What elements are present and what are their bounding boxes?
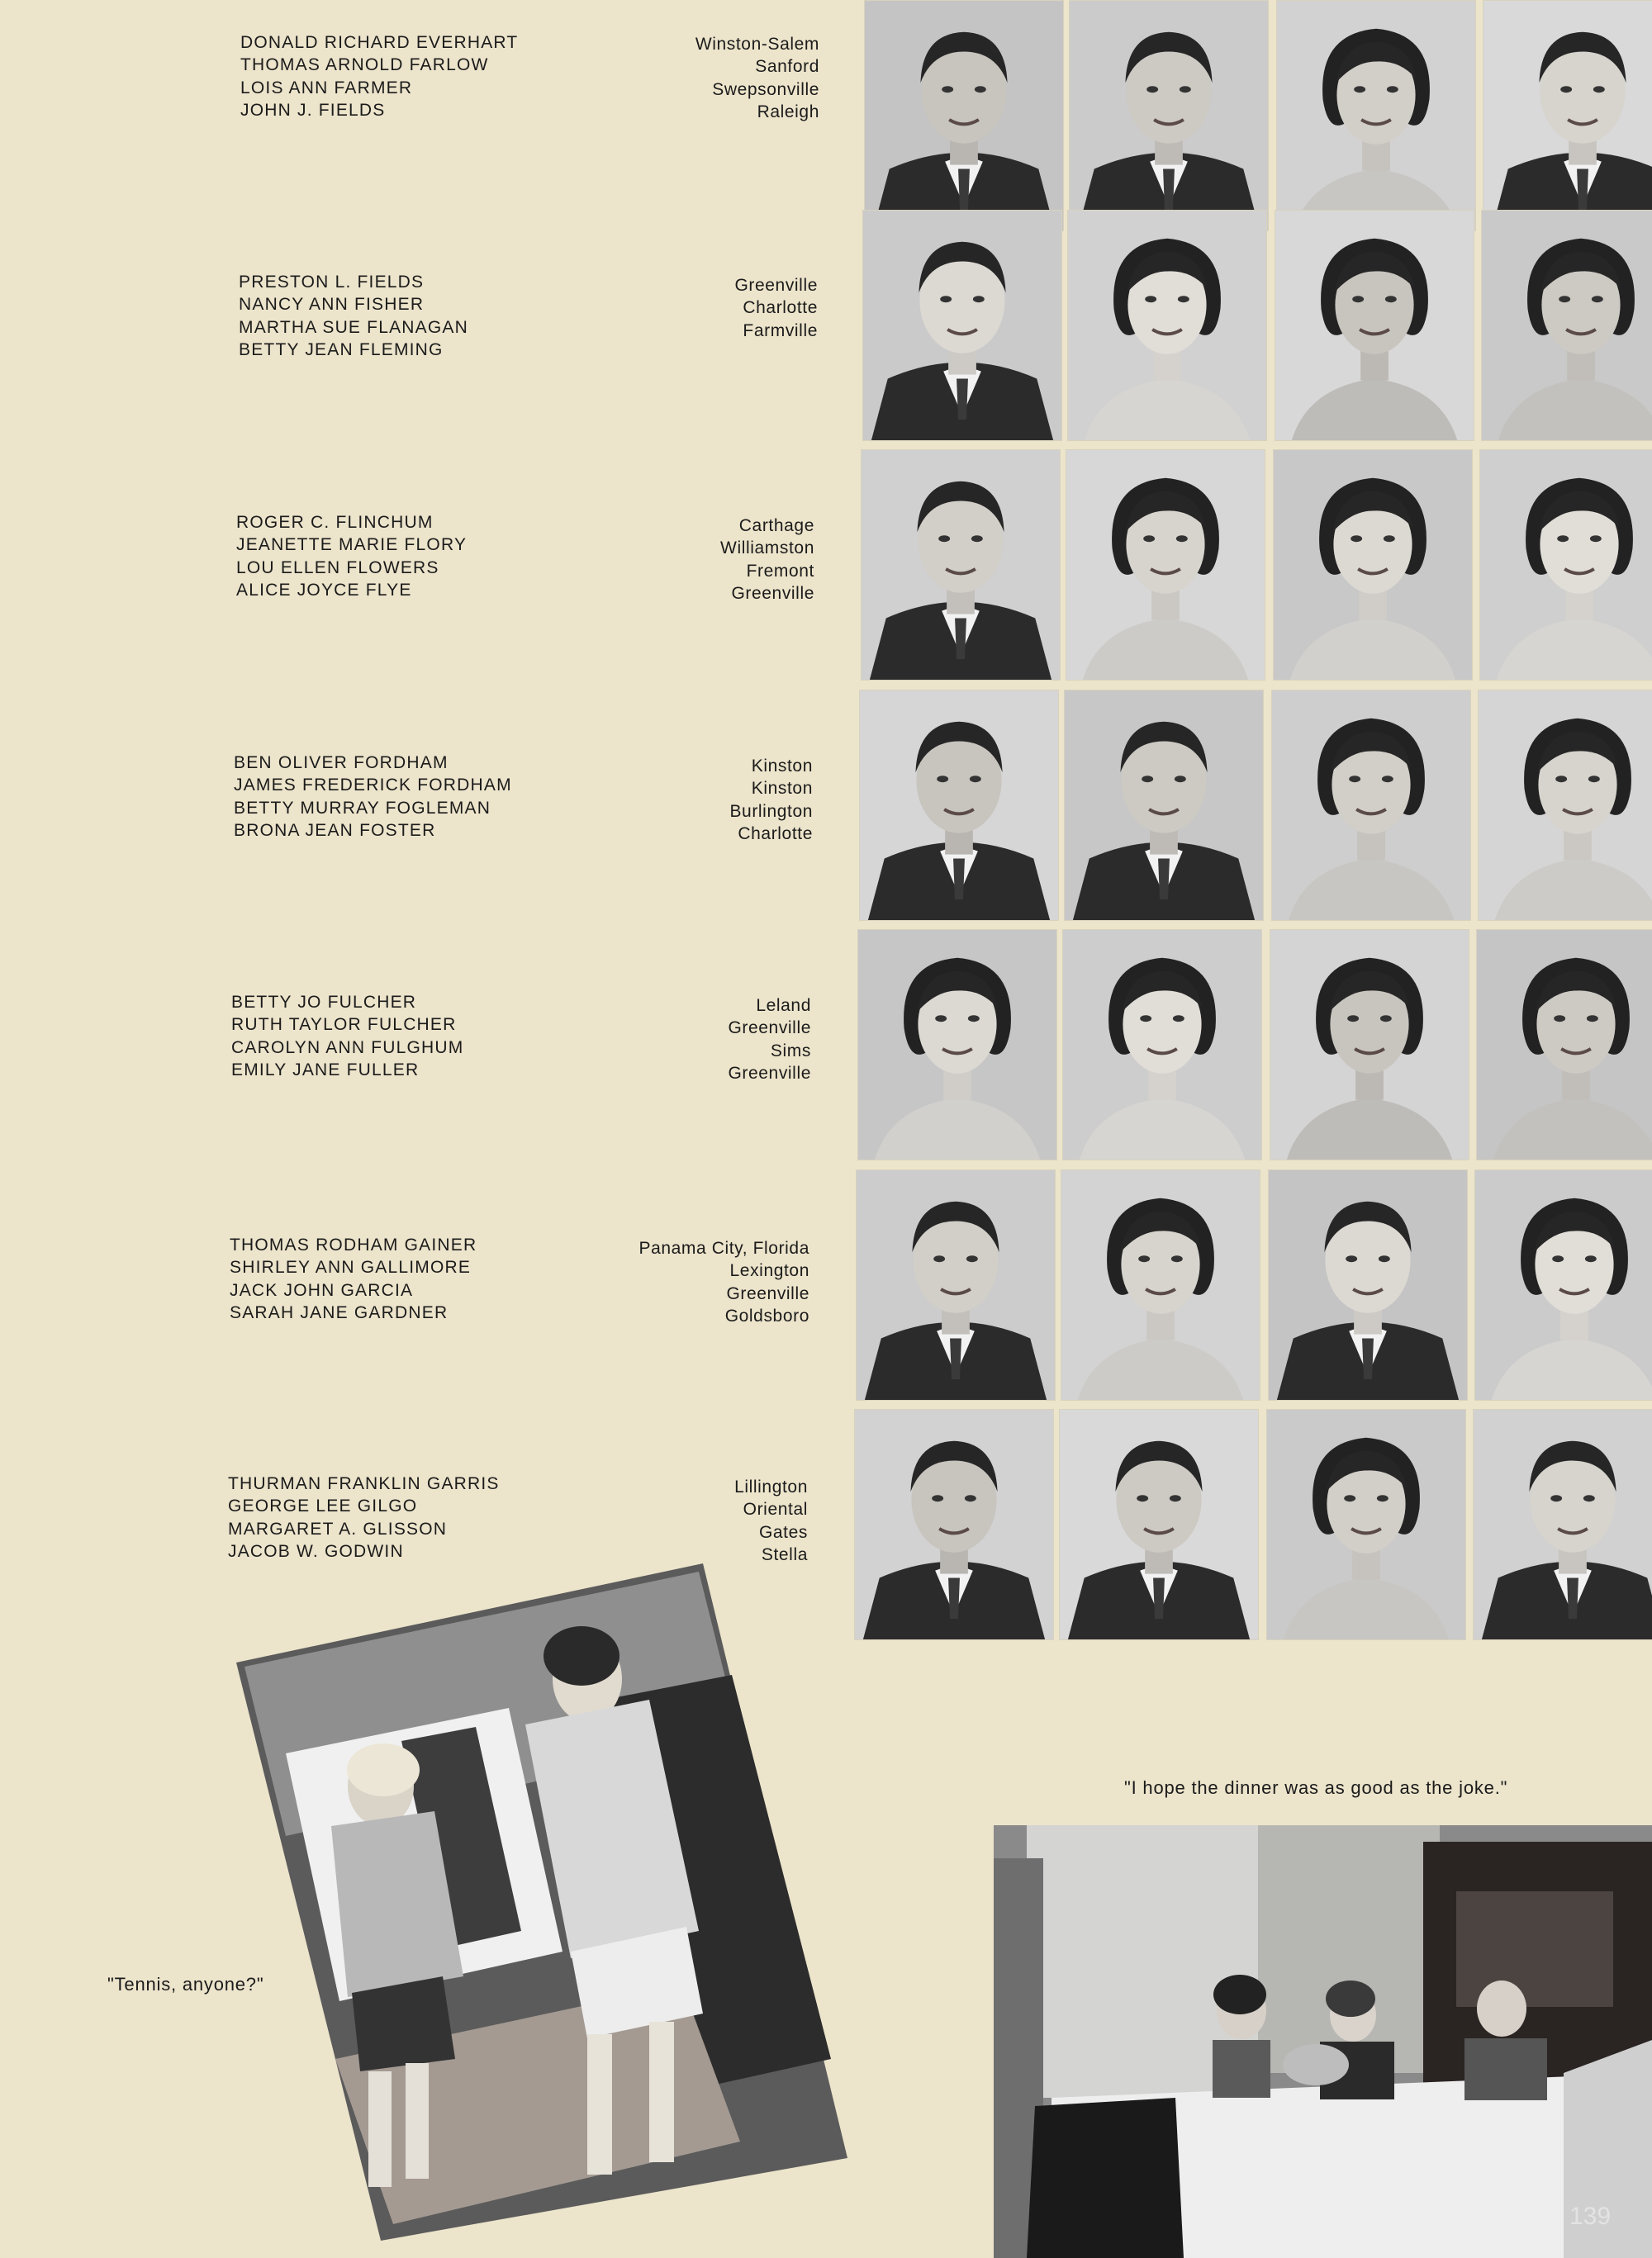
female-student-portrait (1481, 210, 1652, 441)
male-portrait-image (860, 690, 1058, 920)
male-student-portrait (1483, 0, 1652, 231)
female-portrait-image (1274, 450, 1472, 680)
female-student-portrait (1276, 0, 1476, 231)
male-portrait-image (1070, 1, 1268, 230)
male-student-portrait (859, 690, 1059, 921)
student-name: JACOB W. GODWIN (228, 1541, 404, 1561)
student-name: BETTY JEAN FLEMING (239, 339, 444, 359)
female-student-portrait (857, 929, 1057, 1160)
female-student-portrait (1474, 1169, 1652, 1401)
female-student-portrait (1066, 449, 1265, 681)
name-list (236, 511, 467, 601)
student-name: PRESTON L. FIELDS (239, 273, 425, 292)
name-list (240, 31, 518, 121)
female-portrait-image (1477, 930, 1652, 1160)
hometown: Charlotte (743, 298, 818, 318)
hometown: Raleigh (757, 102, 819, 121)
female-portrait-image (1267, 1410, 1465, 1639)
female-student-portrait (1476, 929, 1652, 1160)
hometown: Goldsboro (724, 1306, 809, 1326)
hometown-list (729, 755, 813, 845)
male-portrait-image (863, 211, 1061, 440)
student-name: JACK JOHN GARCIA (230, 1280, 414, 1300)
female-student-portrait (1270, 929, 1469, 1160)
male-portrait-image (855, 1410, 1053, 1639)
male-student-portrait (1069, 0, 1269, 231)
male-portrait-image (1060, 1410, 1258, 1639)
hometown: Burlington (729, 801, 813, 821)
hometown: Carthage (738, 516, 814, 535)
hometown: Farmville (743, 320, 818, 340)
hometown: Greenville (734, 276, 818, 295)
student-name: MARTHA SUE FLANAGAN (239, 317, 468, 337)
male-portrait-image (865, 1, 1063, 230)
female-portrait-image (1479, 690, 1652, 920)
student-name: THURMAN FRANKLIN GARRIS (228, 1474, 500, 1493)
student-name: ROGER C. FLINCHUM (236, 513, 434, 532)
male-portrait-image (862, 450, 1060, 680)
name-list (230, 1234, 477, 1324)
hometown: Charlotte (738, 823, 813, 843)
hometown: Greenville (726, 1283, 809, 1303)
student-name: THOMAS RODHAM GAINER (230, 1236, 477, 1255)
tennis-photo (236, 1563, 847, 2241)
hometown: Swepsonville (712, 79, 819, 99)
student-name: ALICE JOYCE FLYE (236, 580, 412, 600)
male-student-portrait (864, 0, 1064, 231)
student-name: NANCY ANN FISHER (239, 295, 425, 315)
dinner-photo (994, 1825, 1652, 2258)
female-portrait-image (1480, 450, 1652, 680)
hometown: Stella (761, 1544, 808, 1564)
female-portrait-image (1482, 211, 1652, 440)
hometown: Winston-Salem (695, 35, 819, 54)
hometown-list (720, 515, 814, 605)
student-name: JOHN J. FIELDS (240, 100, 386, 120)
dinner-caption: "I hope the dinner was as good as the joke." (1124, 1777, 1508, 1798)
female-portrait-image (1061, 1170, 1260, 1400)
student-name: CAROLYN ANN FULGHUM (231, 1037, 464, 1057)
hometown: Fremont (746, 561, 814, 581)
male-student-portrait (854, 1409, 1054, 1640)
student-name: SARAH JANE GARDNER (230, 1302, 449, 1322)
student-name: LOU ELLEN FLOWERS (236, 557, 439, 577)
female-student-portrait (1061, 1169, 1260, 1401)
hometown-list (734, 1476, 808, 1566)
tennis-photo-image (236, 1563, 847, 2241)
male-portrait-image (1474, 1410, 1652, 1639)
hometown: Sims (770, 1041, 811, 1060)
hometown-list (638, 1237, 809, 1327)
female-student-portrait (1479, 449, 1652, 681)
female-portrait-image (1475, 1170, 1652, 1400)
hometown: Greenville (728, 1018, 811, 1038)
female-student-portrait (1271, 690, 1471, 921)
male-student-portrait (861, 449, 1061, 681)
female-portrait-image (1063, 930, 1261, 1160)
page-number: 139 (1569, 2203, 1612, 2230)
female-student-portrait (1275, 210, 1474, 441)
student-name: BETTY MURRAY FOGLEMAN (234, 798, 491, 818)
hometown: Greenville (731, 583, 814, 603)
hometown: Greenville (728, 1063, 811, 1083)
male-portrait-image (1269, 1170, 1467, 1400)
male-student-portrait (1064, 690, 1264, 921)
hometown: Sanford (755, 57, 819, 77)
student-name: SHIRLEY ANN GALLIMORE (230, 1258, 472, 1278)
hometown: Leland (756, 996, 811, 1015)
hometown-list (728, 994, 811, 1084)
hometown: Kinston (751, 779, 813, 799)
male-student-portrait (1268, 1169, 1468, 1401)
student-name: JEANETTE MARIE FLORY (236, 535, 468, 555)
female-student-portrait (1062, 929, 1262, 1160)
tennis-caption: "Tennis, anyone?" (107, 1974, 264, 1995)
female-student-portrait (1266, 1409, 1466, 1640)
student-name: GEORGE LEE GILGO (228, 1497, 418, 1516)
hometown: Gates (758, 1522, 808, 1542)
male-student-portrait (1059, 1409, 1259, 1640)
female-student-portrait (1273, 449, 1473, 681)
name-list (234, 752, 512, 842)
male-portrait-image (857, 1170, 1055, 1400)
female-portrait-image (1066, 450, 1265, 680)
student-name: EMILY JANE FULLER (231, 1060, 420, 1079)
hometown-list (695, 33, 819, 123)
student-name: BETTY JO FULCHER (231, 993, 417, 1012)
student-name: BEN OLIVER FORDHAM (234, 753, 449, 772)
female-student-portrait (1067, 210, 1267, 441)
student-name: BRONA JEAN FOSTER (234, 820, 436, 840)
male-student-portrait (862, 210, 1062, 441)
hometown: Panama City, Florida (638, 1239, 809, 1258)
name-list (239, 271, 468, 361)
female-student-portrait (1478, 690, 1652, 921)
female-portrait-image (1272, 690, 1470, 920)
hometown: Lillington (734, 1478, 808, 1497)
male-student-portrait (1473, 1409, 1652, 1640)
male-portrait-image (1065, 690, 1263, 920)
female-portrait-image (858, 930, 1056, 1160)
student-name: DONALD RICHARD EVERHART (240, 33, 519, 52)
female-portrait-image (1277, 1, 1475, 230)
hometown: Oriental (743, 1500, 808, 1520)
male-student-portrait (856, 1169, 1056, 1401)
hometown: Kinston (751, 757, 813, 776)
male-portrait-image (1483, 1, 1652, 230)
name-list (231, 991, 463, 1081)
female-portrait-image (1068, 211, 1266, 440)
name-list (228, 1473, 500, 1563)
student-name: THOMAS ARNOLD FARLOW (240, 55, 489, 75)
student-name: JAMES FREDERICK FORDHAM (234, 776, 512, 795)
student-name: MARGARET A. GLISSON (228, 1519, 448, 1539)
hometown: Lexington (729, 1261, 809, 1281)
dinner-photo-image (994, 1825, 1652, 2258)
student-name: LOIS ANN FARMER (240, 78, 413, 97)
hometown-list (734, 274, 818, 342)
female-portrait-image (1270, 930, 1469, 1160)
hometown: Williamston (720, 538, 814, 558)
female-portrait-image (1275, 211, 1474, 440)
student-name: RUTH TAYLOR FULCHER (231, 1015, 457, 1035)
